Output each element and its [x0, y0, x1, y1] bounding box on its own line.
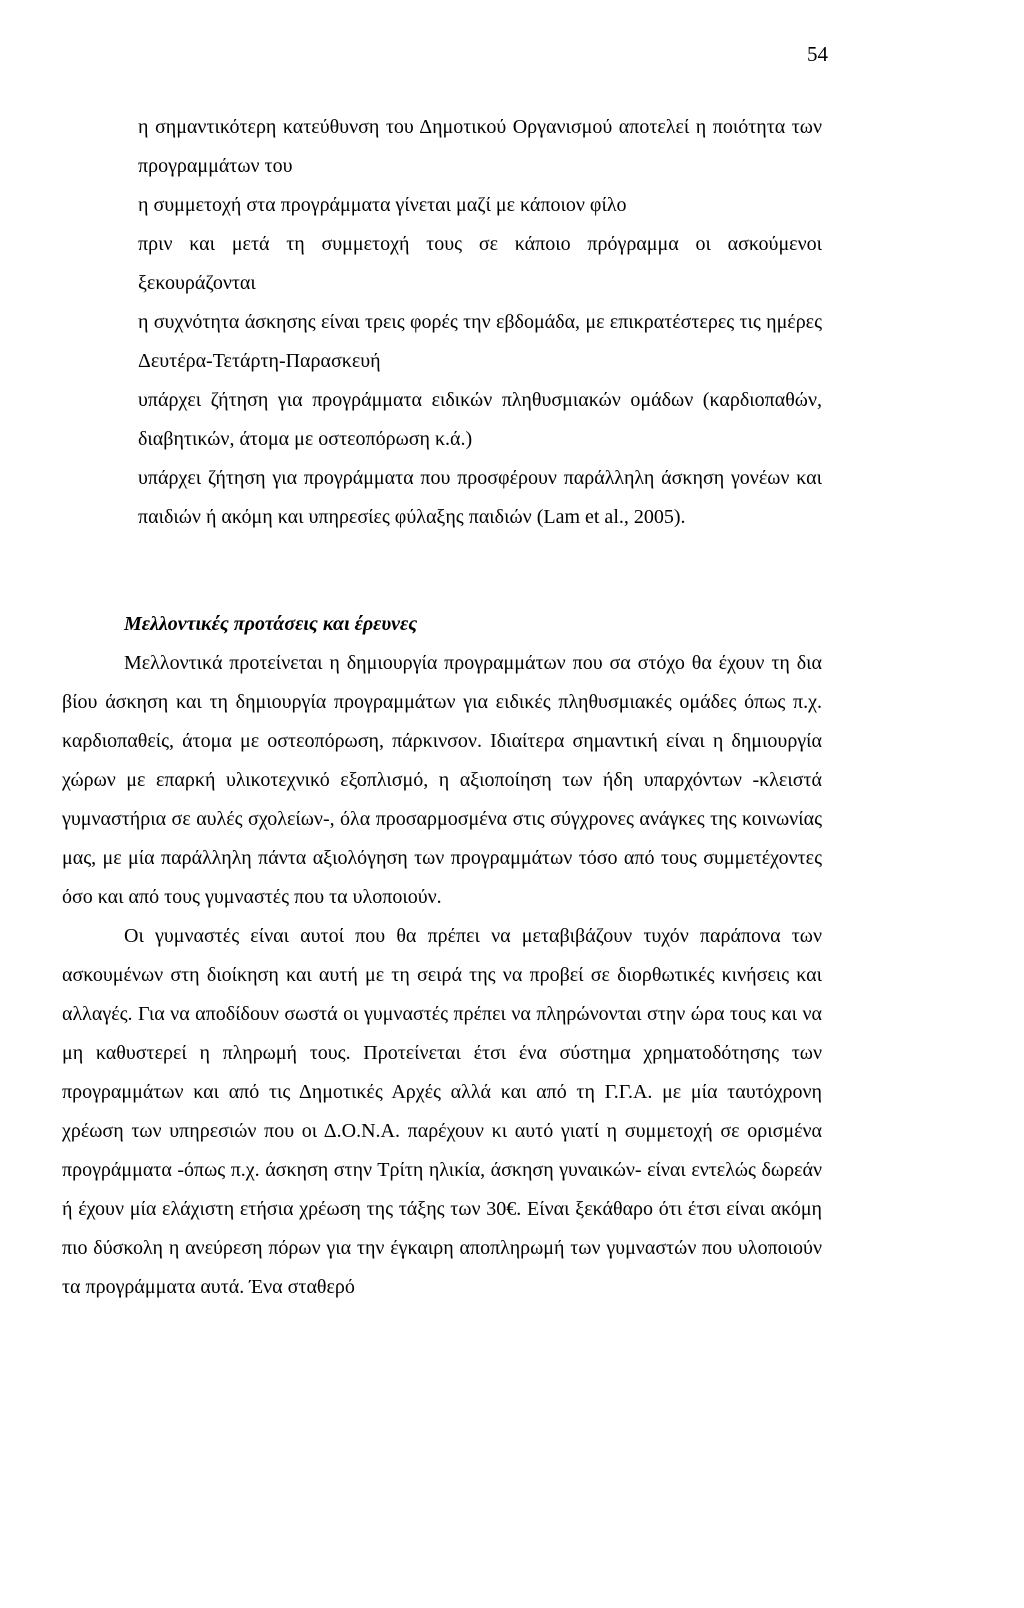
list-item: πριν και μετά τη συμμετοχή τους σε κάποιο πρόγραμμα οι ασκούμενοι ξεκουράζονται: [138, 233, 822, 294]
page-number: 54: [807, 42, 828, 66]
paragraph-future-proposals: Μελλοντικά προτείνεται η δημιουργία προγραμμάτων που σα στόχο θα έχουν τη δια βίου άσκηση και τη δημιουργία προγραμμάτων για ειδικές πληθυσμιακές ομάδες όπως π.χ. καρδιοπαθείς, άτομα με οστεοπόρωση, πάρκινσον. Ιδιαίτερα σημαντική είναι η δημιουργία χώρων με επαρκή υλικοτεχνικό εξοπλισμό, η αξιοποίηση των ήδη υπαρχόντων -κλειστά γυμναστήρια σε αυλές σχολείων-, όλα προσαρμοσμένα στις σύγχρονες ανάγκες της κοινωνίας μας, με μία παράλληλη πάντα αξιολόγηση των προγραμμάτων τόσο από τους συμμετέχοντες όσο και από τους γυμναστές που τα υλοποιούν.: [62, 652, 822, 908]
list-item: υπάρχει ζήτηση για προγράμματα ειδικών πληθυσμιακών ομάδων (καρδιοπαθών, διαβητικών, άτομα με οστεοπόρωση κ.ά.): [138, 389, 822, 450]
document-body: [62, 108, 822, 1307]
list-item: η σημαντικότερη κατεύθυνση του Δημοτικού Οργανισμού αποτελεί η ποιότητα των προγραμμάτων του: [138, 116, 822, 177]
paragraph-instructors: Οι γυμναστές είναι αυτοί που θα πρέπει να μεταβιβάζουν τυχόν παράπονα των ασκουμένων στη διοίκηση και αυτή με τη σειρά της να προβεί σε διορθωτικές κινήσεις και αλλαγές. Για να αποδίδουν σωστά οι γυμναστές πρέπει να πληρώνονται στην ώρα τους και να μη καθυστερεί η πληρωμή τους. Προτείνεται έτσι ένα σύστημα χρηματοδότησης των προγραμμάτων και από τις Δημοτικές Αρχές αλλά και από τη Γ.Γ.Α. με μία ταυτόχρονη χρέωση των υπηρεσιών που οι Δ.Ο.Ν.Α. παρέχουν κι αυτό γιατί η συμμετοχή σε ορισμένα προγράμματα -όπως π.χ. άσκηση στην Τρίτη ηλικία, άσκηση γυναικών- είναι εντελώς δωρεάν ή έχουν μία ελάχιστη ετήσια χρέωση της τάξης των 30€. Είναι ξεκάθαρο ότι έτσι είναι ακόμη πιο δύσκολη η ανεύρεση πόρων για την έγκαιρη αποπληρωμή των γυμναστών που υλοποιούν τα προγράμματα αυτά. Ένα σταθερό: [62, 925, 822, 1298]
findings-list: [62, 108, 822, 537]
list-item: η συχνότητα άσκησης είναι τρεις φορές την εβδομάδα, με επικρατέστερες τις ημέρες Δευτέρα-Τετάρτη-Παρασκευή: [138, 311, 822, 372]
list-item: υπάρχει ζήτηση για προγράμματα που προσφέρουν παράλληλη άσκηση γονέων και παιδιών ή ακόμη και υπηρεσίες φύλαξης παιδιών (Lam et al., 2005).: [138, 467, 822, 528]
list-item: η συμμετοχή στα προγράμματα γίνεται μαζί με κάποιον φίλο: [138, 194, 627, 216]
section-heading: Μελλοντικές προτάσεις και έρευνες: [124, 613, 418, 635]
